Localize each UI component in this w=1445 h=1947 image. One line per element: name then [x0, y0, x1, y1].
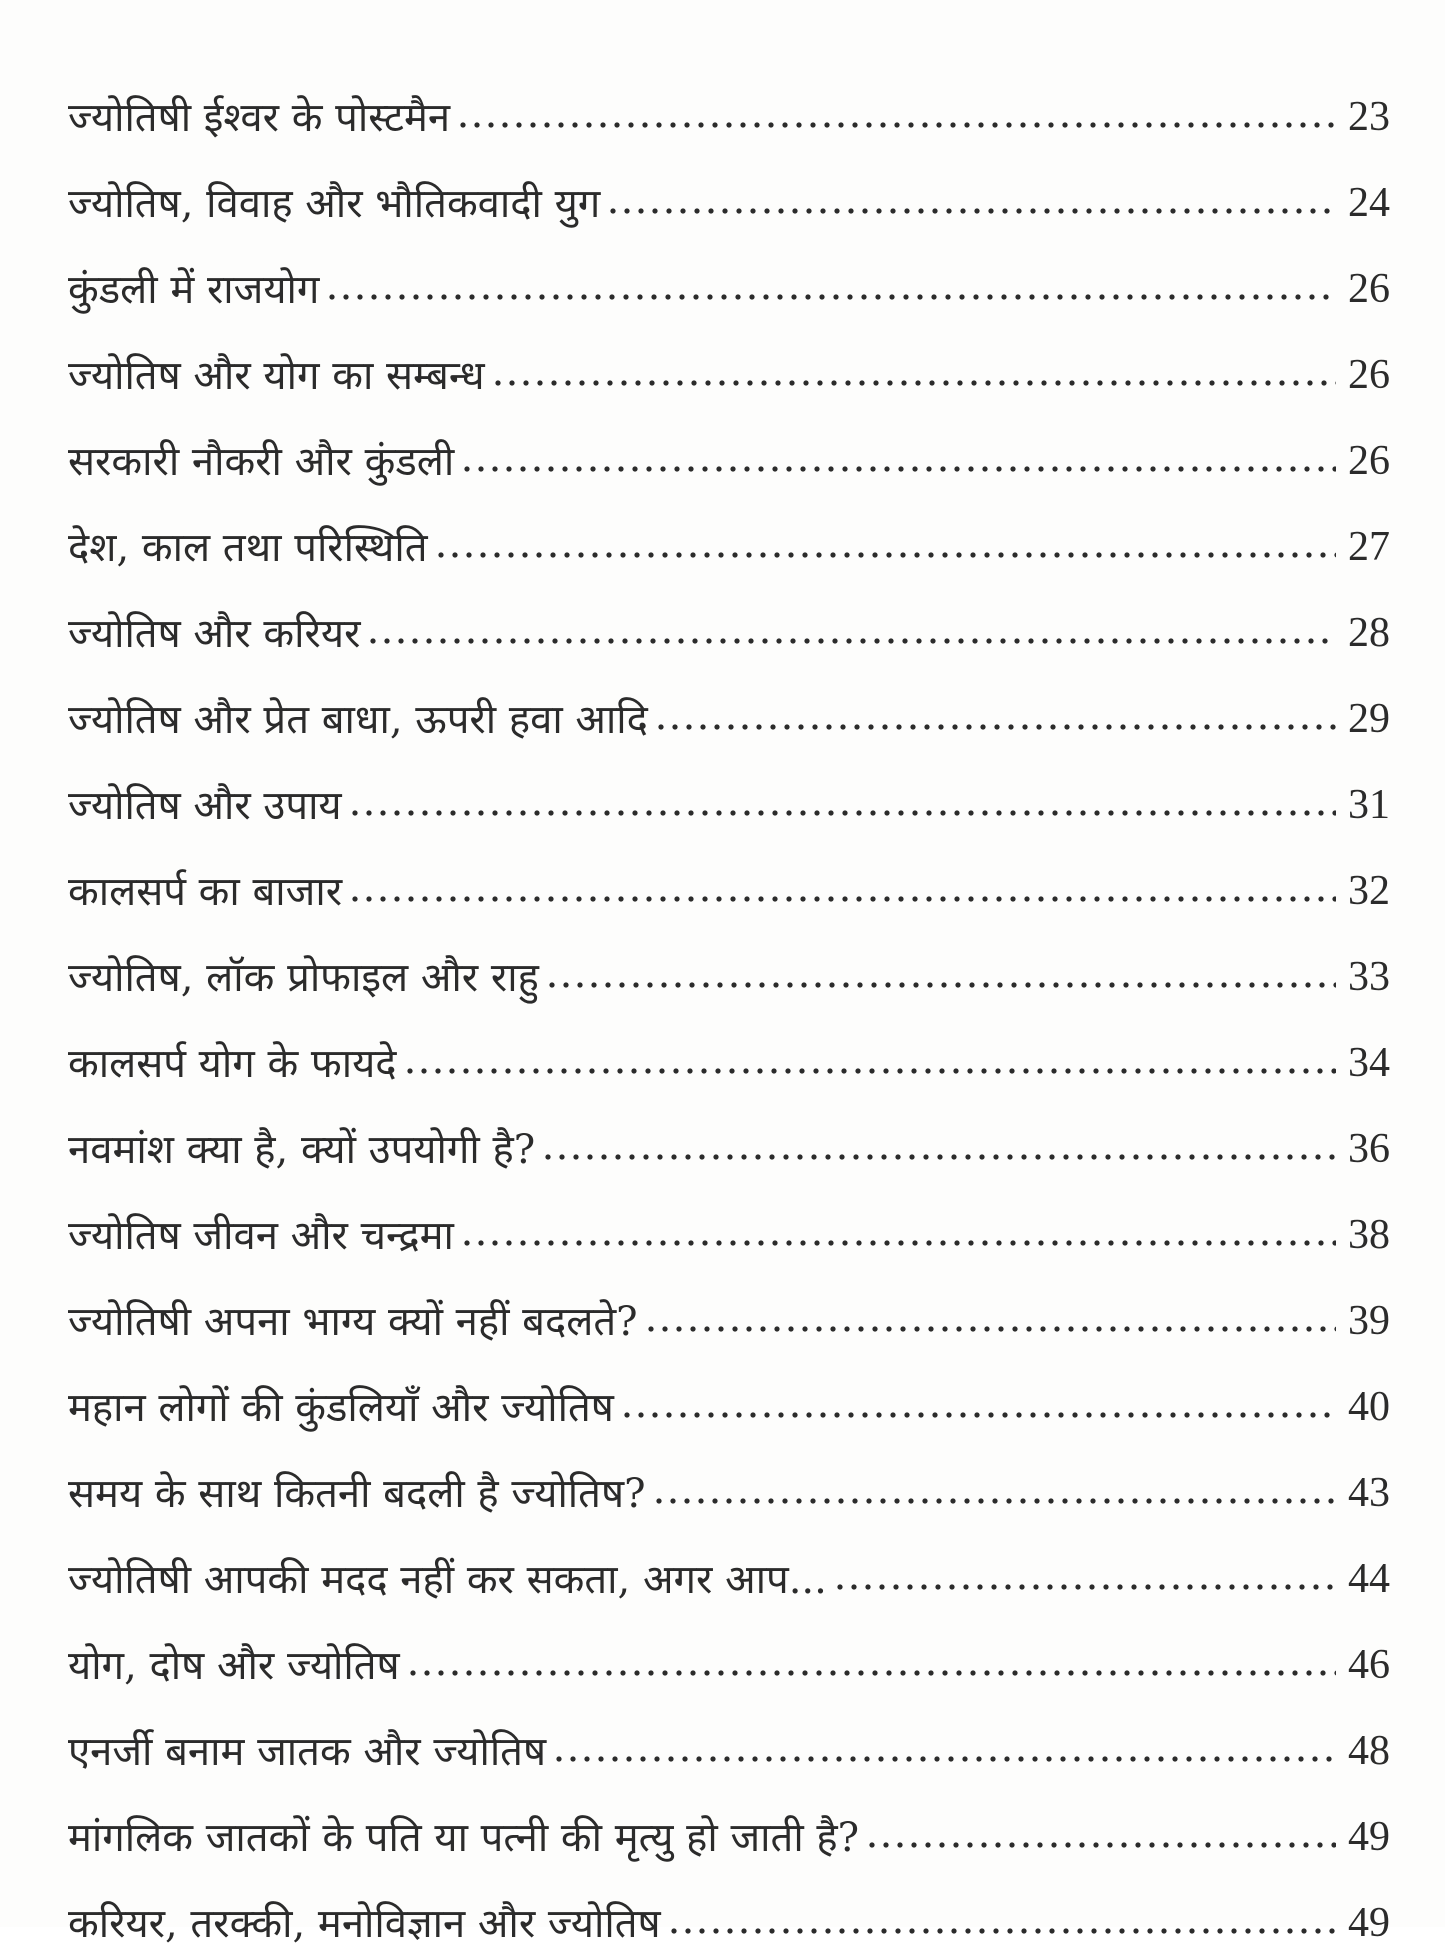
dot-leader [403, 1067, 1336, 1075]
toc-entry-page: 33 [1348, 954, 1390, 1000]
toc-entry [68, 1600, 1390, 1689]
toc-entry [68, 1686, 1390, 1775]
toc-entry [68, 654, 1390, 743]
dot-leader [460, 465, 1336, 473]
dot-leader [366, 637, 1336, 645]
toc-entry [68, 396, 1390, 485]
toc-entry [68, 1342, 1390, 1431]
toc-entry [68, 1170, 1390, 1259]
toc-entry [68, 1256, 1390, 1345]
toc-entry-page: 26 [1348, 352, 1390, 398]
toc-entry-page: 29 [1348, 696, 1390, 742]
dot-leader [491, 379, 1336, 387]
toc-entry-title: ज्योतिष और करियर [68, 611, 361, 657]
dot-leader [434, 551, 1337, 559]
toc-entry-title: मांगलिक जातकों के पति या पत्नी की मृत्यु हो जाती है? [68, 1815, 860, 1861]
toc-entry-page: 27 [1348, 524, 1390, 570]
toc-entry-page: 49 [1348, 1814, 1390, 1860]
toc-entry-page: 40 [1348, 1384, 1390, 1430]
toc-entry [68, 1084, 1390, 1173]
toc-entry-page: 26 [1348, 438, 1390, 484]
toc-entry-title: योग, दोष और ज्योतिष [68, 1643, 400, 1689]
toc-entry [68, 1772, 1390, 1861]
table-of-contents [68, 52, 1390, 1947]
toc-entry [68, 138, 1390, 227]
toc-entry-title: ज्योतिष जीवन और चन्द्रमा [68, 1213, 454, 1259]
toc-entry [68, 1858, 1390, 1947]
toc-entry-page: 31 [1348, 782, 1390, 828]
dot-leader [620, 1411, 1336, 1419]
toc-entry [68, 740, 1390, 829]
toc-entry-page: 34 [1348, 1040, 1390, 1086]
dot-leader [325, 293, 1336, 301]
toc-entry-title: कुंडली में राजयोग [68, 267, 320, 313]
dot-leader [541, 1153, 1336, 1161]
dot-leader [552, 1755, 1336, 1763]
toc-entry-page: 46 [1348, 1642, 1390, 1688]
toc-entry-page: 38 [1348, 1212, 1390, 1258]
toc-entry-title: कालसर्प योग के फायदे [68, 1041, 397, 1087]
toc-entry [68, 568, 1390, 657]
toc-entry-page: 26 [1348, 266, 1390, 312]
dot-leader [460, 1239, 1336, 1247]
toc-entry [68, 310, 1390, 399]
toc-entry [68, 482, 1390, 571]
toc-entry-title: महान लोगों की कुंडलियाँ और ज्योतिष [68, 1385, 614, 1431]
toc-entry-page: 49 [1348, 1900, 1390, 1946]
toc-entry-title: ज्योतिष, लॉक प्रोफाइल और राहु [68, 955, 539, 1001]
toc-entry [68, 998, 1390, 1087]
toc-entry-page: 23 [1348, 94, 1390, 140]
toc-entry-title: समय के साथ कितनी बदली है ज्योतिष? [68, 1471, 646, 1517]
toc-entry-page: 36 [1348, 1126, 1390, 1172]
dot-leader [406, 1669, 1336, 1677]
toc-entry [68, 826, 1390, 915]
toc-entry-title: नवमांश क्या है, क्यों उपयोगी है? [68, 1127, 536, 1173]
dot-leader [348, 895, 1336, 903]
toc-entry-title: ज्योतिष, विवाह और भौतिकवादी युग [68, 181, 601, 227]
dot-leader [667, 1927, 1336, 1935]
dot-leader [865, 1841, 1336, 1849]
dot-leader [545, 981, 1336, 989]
toc-entry-title: सरकारी नौकरी और कुंडली [68, 439, 455, 485]
dot-leader [654, 723, 1336, 731]
toc-entry-page: 28 [1348, 610, 1390, 656]
toc-entry-title: देश, काल तथा परिस्थिति [68, 525, 428, 571]
toc-entry-page: 32 [1348, 868, 1390, 914]
dot-leader [348, 809, 1336, 817]
toc-entry-title: ज्योतिष और प्रेत बाधा, ऊपरी हवा आदि [68, 697, 648, 743]
toc-entry [68, 1514, 1390, 1603]
toc-entry-page: 48 [1348, 1728, 1390, 1774]
toc-entry-title: करियर, तरक्की, मनोविज्ञान और ज्योतिष [68, 1901, 661, 1947]
toc-entry-page: 44 [1348, 1556, 1390, 1602]
dot-leader [833, 1583, 1336, 1591]
toc-entry-page: 24 [1348, 180, 1390, 226]
toc-entry-title: ज्योतिष और योग का सम्बन्ध [68, 353, 485, 399]
toc-entry-title: ज्योतिष और उपाय [68, 783, 342, 829]
dot-leader [456, 121, 1336, 129]
toc-entry [68, 52, 1390, 141]
toc-entry-page: 43 [1348, 1470, 1390, 1516]
dot-leader [606, 207, 1336, 215]
toc-entry [68, 224, 1390, 313]
toc-entry [68, 912, 1390, 1001]
toc-entry-title: एनर्जी बनाम जातक और ज्योतिष [68, 1729, 547, 1775]
toc-entry-title: ज्योतिषी आपकी मदद नहीं कर सकता, अगर आप... [68, 1557, 827, 1603]
toc-entry-title: कालसर्प का बाजार [68, 869, 343, 915]
toc-entry-page: 39 [1348, 1298, 1390, 1344]
dot-leader [652, 1497, 1336, 1505]
toc-entry-title: ज्योतिषी ईश्वर के पोस्टमैन [68, 95, 451, 141]
toc-entry-title: ज्योतिषी अपना भाग्य क्यों नहीं बदलते? [68, 1299, 638, 1345]
toc-entry [68, 1428, 1390, 1517]
dot-leader [644, 1325, 1336, 1333]
